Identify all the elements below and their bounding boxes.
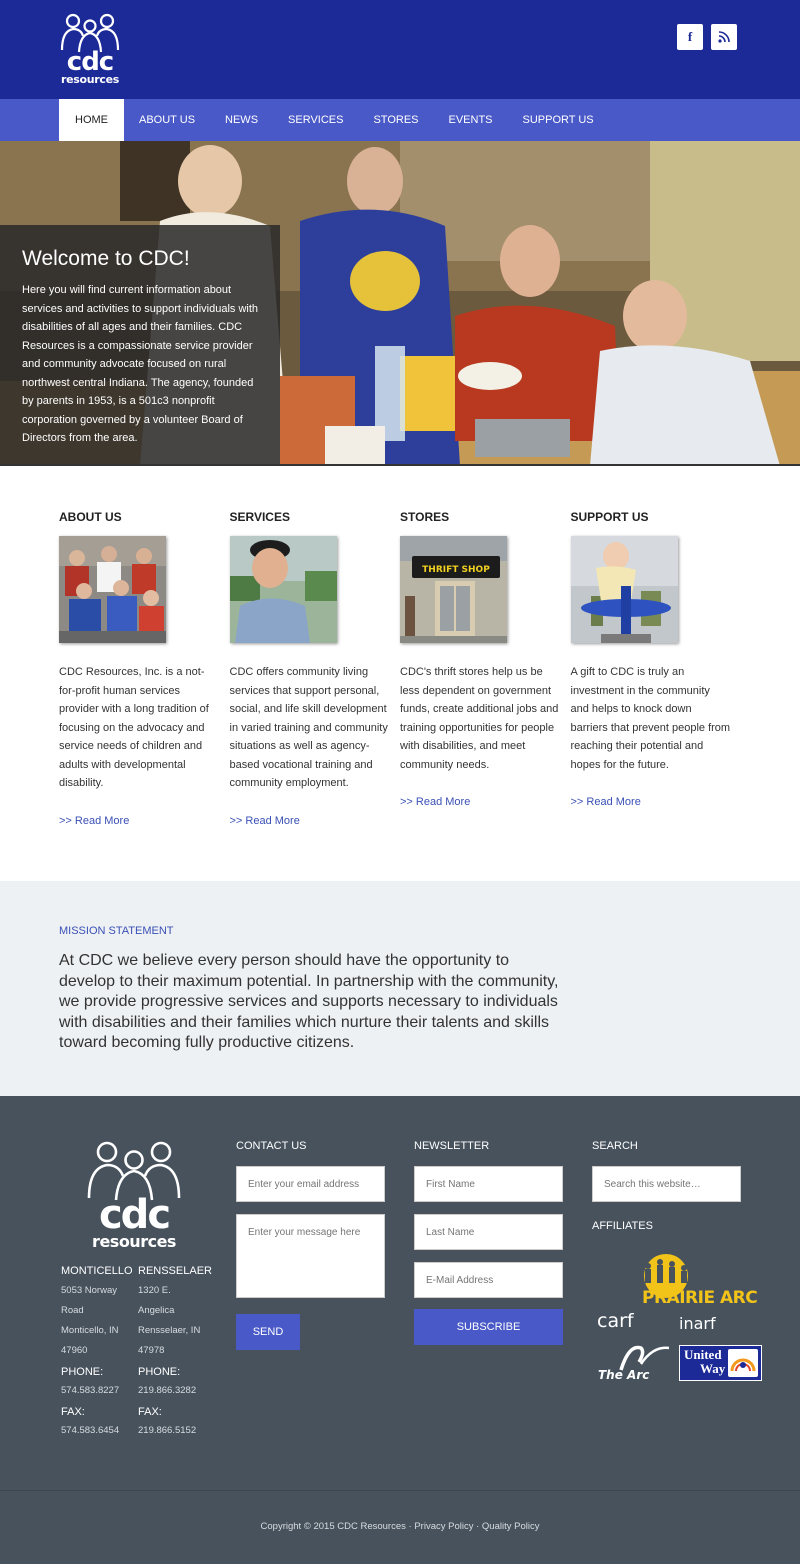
footer-cdc-logo[interactable] <box>85 1138 183 1253</box>
social-links <box>677 24 737 50</box>
rss-icon[interactable] <box>711 24 737 50</box>
separator: · <box>405 1521 415 1532</box>
united-way-text-2: Way <box>700 1361 726 1376</box>
about-us-read-more-link[interactable]: >> Read More <box>59 814 130 827</box>
phone-label: PHONE: <box>138 1366 181 1378</box>
quality-policy-link[interactable]: Quality Policy <box>481 1521 540 1532</box>
nav-events[interactable]: EVENTS <box>448 114 493 126</box>
rss-glyph-icon <box>718 31 730 43</box>
hero-welcome-box <box>0 225 280 466</box>
address-line: 5053 Norway <box>61 1285 117 1296</box>
subscribe-button[interactable]: SUBSCRIBE <box>414 1309 563 1345</box>
stores-photo[interactable] <box>400 536 507 643</box>
mission-text: At CDC we believe every person should have the opportunity to develop to their maximum potential. In partnership with the community, we provide progressive services and supports necessary to individuals with disabilities and their families which nurture their talents and skills toward becoming fully productive citizens. <box>59 952 559 1051</box>
united-way-logo[interactable] <box>679 1345 762 1381</box>
newsletter-title: NEWSLETTER <box>414 1140 490 1152</box>
nav-about-us[interactable]: ABOUT US <box>139 114 196 126</box>
send-button[interactable]: SEND <box>236 1314 300 1350</box>
fax-number: 219.866.5152 <box>138 1425 197 1436</box>
site-footer <box>0 1096 800 1490</box>
column-text: A gift to CDC is truly an investment in the community and helps to knock down barriers that prevent people from reaching their potential and hopes for the future. <box>570 666 731 771</box>
column-title: SERVICES <box>229 510 290 524</box>
hand-rainbow-icon <box>728 1349 758 1377</box>
newsletter-email-input[interactable] <box>414 1262 563 1298</box>
nav-stores[interactable]: STORES <box>373 114 419 126</box>
footer-logo-cdc-text: cdc <box>98 1192 170 1238</box>
contact-title: CONTACT US <box>236 1140 307 1152</box>
search-input[interactable] <box>592 1166 741 1202</box>
stores-column <box>400 510 571 881</box>
hero-banner <box>0 141 800 466</box>
inarf-logo[interactable]: inarf <box>679 1314 716 1333</box>
privacy-policy-link[interactable]: Privacy Policy <box>414 1521 474 1532</box>
address-line: Monticello, IN <box>61 1325 119 1336</box>
support-us-photo[interactable] <box>571 536 678 643</box>
fax-label: FAX: <box>61 1406 85 1418</box>
column-title: SUPPORT US <box>570 510 649 524</box>
mission-label: MISSION STATEMENT <box>59 925 174 937</box>
column-title: STORES <box>400 510 450 524</box>
location-city: RENSSELAER <box>138 1265 212 1277</box>
address-line: Road <box>61 1305 84 1316</box>
footer-bottom-bar <box>0 1490 800 1564</box>
contact-form <box>236 1140 385 1350</box>
fax-label: FAX: <box>138 1406 162 1418</box>
nav-home[interactable]: HOME <box>59 99 124 141</box>
services-photo[interactable] <box>230 536 337 643</box>
the-arc-text: The Arc <box>598 1368 650 1382</box>
about-us-column <box>59 510 230 881</box>
copyright-text: Copyright © 2015 CDC Resources <box>260 1521 406 1532</box>
address-line: 47960 <box>61 1345 88 1356</box>
first-name-input[interactable] <box>414 1166 563 1202</box>
phone-label: PHONE: <box>61 1366 104 1378</box>
newsletter-form <box>414 1140 563 1345</box>
location-monticello <box>61 1265 139 1441</box>
footer-logo-resources-text: resources <box>92 1232 176 1251</box>
nav-support-us[interactable]: SUPPORT US <box>522 114 594 126</box>
phone-number[interactable]: 574.583.8227 <box>61 1385 120 1396</box>
main-nav <box>0 99 800 141</box>
search-widget <box>592 1140 741 1246</box>
services-column <box>230 510 401 881</box>
hero-text: Here you will find current information about services and activities to support individuals with disabilities of all ages and their families. CDC Resources is a compassionate service provider and community advocate focused on rural northwest central Indiana. The agency, founded by parents in 1953, is a 501c3 nonprofit corporation governed by a volunteer Board of Directors from the area. <box>22 284 259 444</box>
fax-number: 574.583.6454 <box>61 1425 120 1436</box>
column-text: CDC's thrift stores help us be less dependent on government funds, create additional jobs and training opportunities for people with disabilities, and meet community needs. <box>400 666 559 771</box>
nav-services[interactable]: SERVICES <box>288 114 344 126</box>
location-rensselaer <box>138 1265 216 1441</box>
contact-message-textarea[interactable] <box>236 1214 385 1298</box>
cdc-logo[interactable] <box>59 12 121 86</box>
address-line: 1320 E. <box>138 1285 171 1296</box>
prairie-arc-text: PRAIRIE ARC <box>642 1288 758 1308</box>
feature-columns <box>0 466 800 881</box>
last-name-input[interactable] <box>414 1214 563 1250</box>
thrift-shop-photo <box>400 536 507 643</box>
search-title: SEARCH <box>592 1140 638 1152</box>
column-text: CDC Resources, Inc. is a not-for-profit human services provider with a long tradition of focusing on the advocacy and service needs of children and adults with developmental disability. <box>59 666 209 789</box>
address-line: Rensselaer, IN <box>138 1325 201 1336</box>
nav-news[interactable]: NEWS <box>225 114 259 126</box>
group-photo <box>59 536 166 643</box>
united-way-emblem-icon <box>728 1349 758 1377</box>
logo-cdc-text: cdc <box>66 47 114 77</box>
site-header <box>0 0 800 99</box>
location-city: MONTICELLO <box>61 1265 133 1277</box>
address-line: 47978 <box>138 1345 165 1356</box>
thrift-shop-sign: THRIFT SHOP <box>422 565 490 575</box>
about-us-photo[interactable] <box>59 536 166 643</box>
carf-logo[interactable]: carf <box>597 1310 634 1332</box>
child-playground-photo <box>571 536 678 643</box>
man-cap-photo <box>230 536 337 643</box>
column-text: CDC offers community living services that support personal, social, and life skill development in varied training and community situations as well as agency-based vocational training and community employment. <box>229 666 388 789</box>
support-us-read-more-link[interactable]: >> Read More <box>570 796 641 808</box>
footer-logo-wordmark <box>85 1192 183 1251</box>
affiliates-title: AFFILIATES <box>592 1220 653 1232</box>
contact-email-input[interactable] <box>236 1166 385 1202</box>
separator: · <box>473 1521 482 1532</box>
united-way-text-1: United <box>684 1347 722 1362</box>
support-us-column <box>571 510 742 881</box>
logo-wordmark <box>59 47 121 86</box>
services-read-more-link[interactable]: >> Read More <box>229 814 300 827</box>
column-title: ABOUT US <box>59 510 122 524</box>
logo-resources-text: resources <box>60 73 120 86</box>
hero-title: Welcome to CDC! <box>22 247 190 270</box>
address-line: Angelica <box>138 1305 175 1316</box>
stores-read-more-link[interactable]: >> Read More <box>400 796 471 808</box>
mission-section <box>0 881 800 1096</box>
facebook-icon[interactable]: f <box>677 24 703 50</box>
phone-number[interactable]: 219.866.3282 <box>138 1385 197 1396</box>
